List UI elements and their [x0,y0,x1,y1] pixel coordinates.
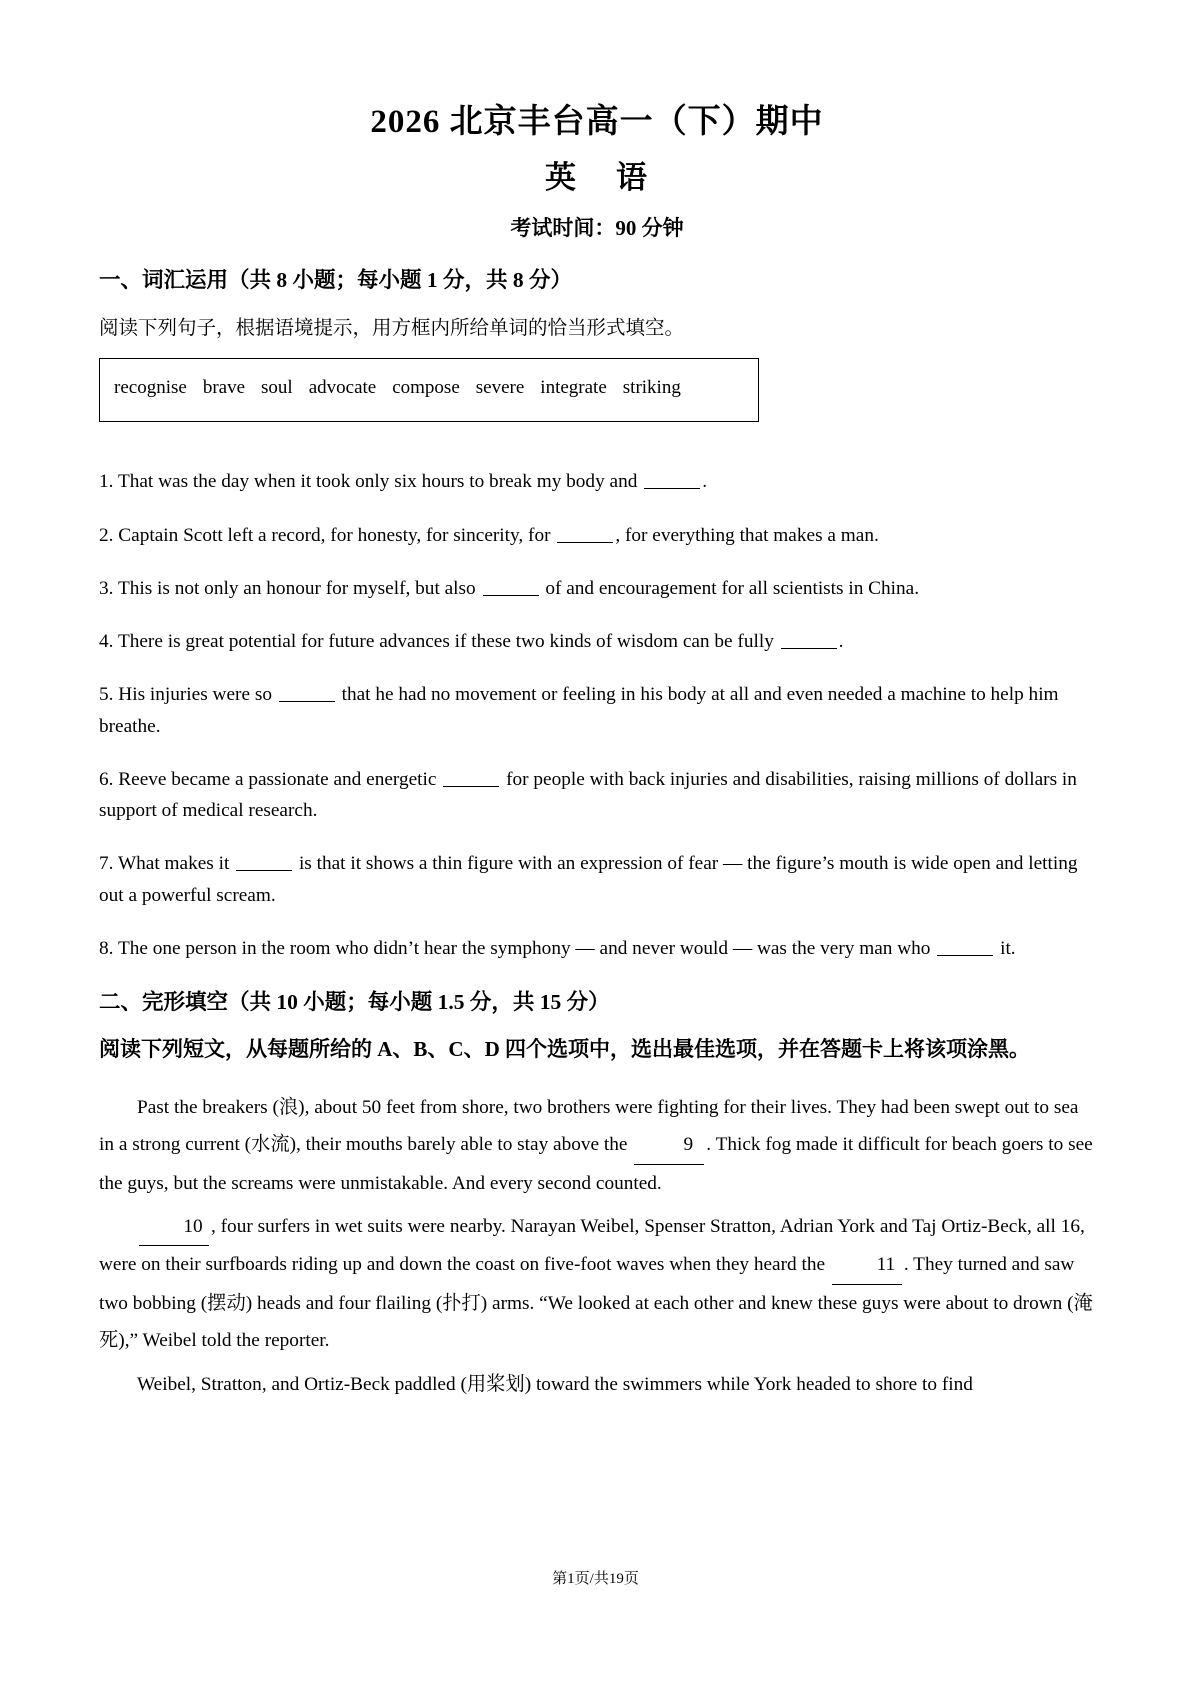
item-text: That was the day when it took only six hours to break my body and [117,471,643,493]
word-bank-word: soul [261,376,293,398]
item-text: . [838,631,844,653]
vocabulary-item [99,573,1095,604]
item-number: 7. [99,853,118,875]
section-one-heading: 一、词汇运用（共 8 小题；每小题 1 分，共 8 分） [99,268,573,293]
item-number: 8. [99,937,118,959]
item-text: There is great potential for future advances if these two kinds of wisdom can be fully [117,631,779,653]
passage-text: . Thick fog made it difficult for beach goers to see the guys, but the screams were unmistakable. And every second counted. [99,1134,1093,1194]
word-bank-word: brave [202,376,246,398]
word-bank-word: advocate [308,376,377,398]
answer-blank[interactable] [937,936,993,956]
item-number: 2. [99,524,119,546]
cloze-passage [99,1089,1095,1403]
passage-text: . They turned and saw two bobbing (摆动) heads and four flailing (扑打) arms. “We looked at each other and knew these guys were about to drown (淹死),” Weibel told the reporter. [99,1254,1093,1352]
passage-text: Weibel, Stratton, and Ortiz-Beck paddled (用桨划) toward the swimmers while York headed to shore to find [137,1373,973,1395]
word-bank-word: severe [475,376,525,398]
word-bank-word: striking [622,376,681,398]
item-text: it. [995,937,1016,959]
cloze-blank[interactable]: 9 [634,1126,704,1164]
vocabulary-item [99,933,1095,964]
subject-title [99,157,1095,199]
passage-text: , four surfers in wet suits were nearby. Narayan Weibel, Spenser Stratton, Adrian York and Taj Ortiz-Beck, all 16, were on their surfboards riding up and down the coast on five-foot waves when they heard the [99,1216,1085,1276]
item-text: for people with back injuries and disabilities, raising millions of dollars in support of medical research. [99,768,1077,822]
cloze-blank[interactable]: 10 [139,1208,209,1246]
vocabulary-item-list [99,466,1095,964]
item-number: 1. [99,471,118,493]
item-number: 5. [99,684,119,706]
answer-blank[interactable] [781,629,837,649]
item-text: Captain Scott left a record, for honesty, for sincerity, for [118,524,556,546]
answer-blank[interactable] [443,767,499,787]
cloze-blank[interactable]: 11 [832,1246,902,1284]
item-text: His injuries were so [118,684,277,706]
answer-blank[interactable] [557,522,613,542]
word-bank-word: integrate [540,376,607,398]
item-number: 6. [99,768,119,790]
answer-blank[interactable] [236,851,292,871]
item-text: What makes it [117,853,235,875]
vocabulary-item [99,764,1095,827]
answer-blank[interactable] [483,576,539,596]
word-bank-word: recognise [114,376,187,398]
item-text: . [702,471,708,493]
item-text: that he had no movement or feeling in his body at all and even needed a machine to help him breathe. [99,684,1059,737]
answer-blank[interactable] [279,682,335,702]
item-text: The one person in the room who didn’t hear the symphony — and never would — was the very man who [117,937,936,959]
exam-duration: 考试时间：90 分钟 [510,216,684,241]
passage-text: Past the breakers (浪), about 50 feet from shore, two brothers were fighting for their lives. They had been swept out to sea in a strong current (水流), their mouths barely able to stay above the [99,1096,1079,1156]
item-number: 4. [99,631,118,653]
vocabulary-item [99,679,1095,742]
item-text: , for everything that makes a man. [615,524,879,546]
item-text: of and encouragement for all scientists in China. [540,577,920,599]
vocabulary-item [99,466,1095,497]
word-bank-box [99,358,759,423]
subject-char-right: 语 [616,159,649,195]
subject-char-left: 英 [545,159,578,195]
section-two-directions: 阅读下列短文，从每题所给的 A、B、C、D 四个选项中，选出最佳选项，并在答题卡上将该项涂黑。 [99,1037,1030,1062]
word-bank-word: compose [392,376,460,398]
vocabulary-item [99,520,1095,551]
item-text: This is not only an honour for myself, but also [117,577,481,599]
passage-paragraph [99,1089,1095,1202]
word-bank-list [114,375,744,402]
section-two-heading: 二、完形填空（共 10 小题；每小题 1.5 分，共 15 分） [99,990,610,1015]
vocabulary-item [99,626,1095,657]
section-one-directions: 阅读下列句子，根据语境提示，用方框内所给单词的恰当形式填空。 [99,317,685,339]
passage-paragraph [99,1366,1095,1403]
item-text: Reeve became a passionate and energetic [118,768,442,790]
vocabulary-item [99,848,1095,911]
answer-blank[interactable] [644,469,700,489]
page-footer: 第1页/共19页 [552,1571,639,1587]
item-text: is that it shows a thin figure with an expression of fear — the figure’s mouth is wide open and letting out a powerful scream. [99,853,1078,906]
item-number: 3. [99,577,118,599]
passage-paragraph [99,1208,1095,1360]
page-title: 2026 北京丰台高一（下）期中 [370,104,824,140]
